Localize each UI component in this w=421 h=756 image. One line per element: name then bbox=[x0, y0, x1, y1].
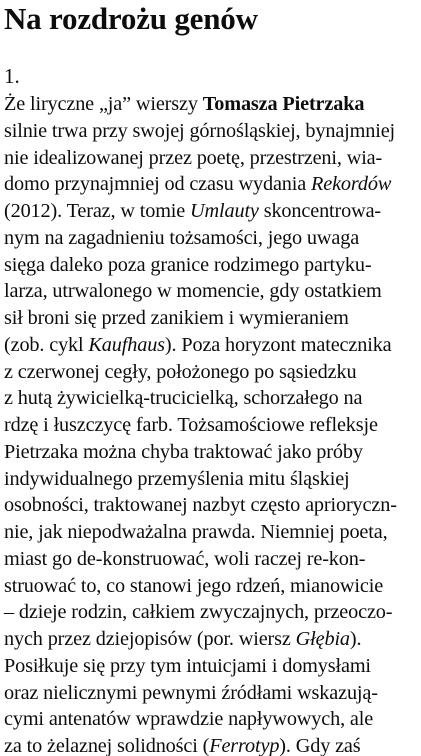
work-title: Ferrotyp bbox=[209, 735, 280, 756]
text-segment: silnie trwa przy swojej górnośląskiej, bynajmniej bbox=[4, 119, 396, 142]
text-line bbox=[4, 573, 419, 600]
text-segment: – dzieje rodzin, całkiem zwyczajnych, przeoczo- bbox=[4, 601, 393, 624]
article-title: Na rozdrożu genów bbox=[4, 1, 258, 36]
text-segment: oraz nielicznymi pewnymi źródłami wskazują- bbox=[4, 681, 378, 704]
text-segment: sięga daleko poza granice rodzimego partyku- bbox=[4, 253, 372, 276]
text-segment: miast go de-konstruować, woli raczej re-kon- bbox=[4, 547, 366, 570]
text-segment: rdzę i łuszczycę farb. Tożsamościowe refleksje bbox=[4, 414, 378, 436]
text-segment: za to żelaznej solidności ( bbox=[4, 735, 210, 756]
text-segment: ). bbox=[349, 628, 362, 650]
text-line bbox=[4, 412, 419, 439]
text-segment: skoncentrowa- bbox=[258, 200, 382, 222]
text-line bbox=[4, 626, 419, 653]
text-segment: z hutą żywicielką-trucicielką, schorzałego na bbox=[4, 387, 363, 410]
text-line bbox=[4, 305, 419, 332]
text-line bbox=[4, 733, 419, 756]
text-line bbox=[4, 225, 419, 252]
text-segment: osobności, traktowanej nazbyt często aprioryczn- bbox=[4, 494, 397, 517]
text-segment: sił broni się przed zanikiem i wymieraniem bbox=[4, 307, 349, 329]
text-segment: domo przynajmniej od czasu wydania bbox=[4, 173, 312, 196]
text-segment: struować to, co stanowi jego rdzeń, mianowicie bbox=[4, 574, 384, 597]
text-segment: nie, jak niepodważalna prawda. Niemniej poeta, bbox=[4, 521, 388, 543]
text-line bbox=[4, 519, 419, 546]
work-title: Umlauty bbox=[190, 200, 259, 222]
work-title: Głębia bbox=[295, 628, 350, 650]
text-segment: Że liryczne „ja” wierszy bbox=[4, 93, 203, 115]
text-line bbox=[4, 198, 419, 225]
article-body bbox=[4, 91, 421, 756]
text-line bbox=[4, 332, 419, 359]
author-name: Tomasza Pietrzaka bbox=[202, 93, 365, 115]
text-line bbox=[4, 599, 419, 626]
text-segment: (2012). Teraz, w tomie bbox=[4, 200, 191, 222]
text-segment: larza, utrwalonego w momencie, gdy ostatkiem bbox=[4, 280, 382, 303]
text-segment: nych przez dziejopisów (por. wiersz bbox=[4, 628, 296, 650]
text-line bbox=[4, 492, 419, 519]
text-segment: cymi antenatów wprawdzie napływowych, ale bbox=[4, 708, 374, 731]
text-segment: Posiłkuje się przy tym intuicjami i domysłami bbox=[4, 654, 371, 677]
text-line bbox=[4, 653, 419, 680]
text-segment: ). Gdy zaś bbox=[279, 735, 361, 756]
text-segment: nym na zagadnieniu tożsamości, jego uwaga bbox=[4, 226, 360, 249]
work-title: Rekordów bbox=[311, 173, 392, 196]
section-number: 1. bbox=[4, 64, 20, 88]
text-segment: (zob. cykl bbox=[4, 333, 89, 356]
text-segment: Pietrzaka można chyba traktować jako próby bbox=[4, 440, 363, 463]
text-line bbox=[4, 546, 419, 573]
text-line bbox=[4, 359, 419, 386]
text-line bbox=[4, 278, 419, 305]
text-line bbox=[4, 118, 419, 145]
text-line bbox=[4, 145, 419, 172]
text-line bbox=[4, 706, 419, 733]
text-segment: z czerwonej cegły, położonego po sąsiedzku bbox=[4, 360, 357, 383]
text-segment: ). Poza horyzont matecznika bbox=[164, 333, 392, 356]
text-line bbox=[4, 252, 419, 279]
text-line bbox=[4, 91, 419, 118]
text-line bbox=[4, 171, 419, 198]
text-line bbox=[4, 680, 419, 707]
work-title: Kaufhaus bbox=[88, 333, 165, 356]
text-segment: nie idealizowanej przez poetę, przestrzeni, wia- bbox=[4, 146, 383, 169]
text-line bbox=[4, 439, 419, 466]
text-line bbox=[4, 466, 419, 493]
text-line bbox=[4, 385, 419, 412]
text-segment: indywidualnego przemyślenia mitu śląskiej bbox=[4, 467, 350, 490]
